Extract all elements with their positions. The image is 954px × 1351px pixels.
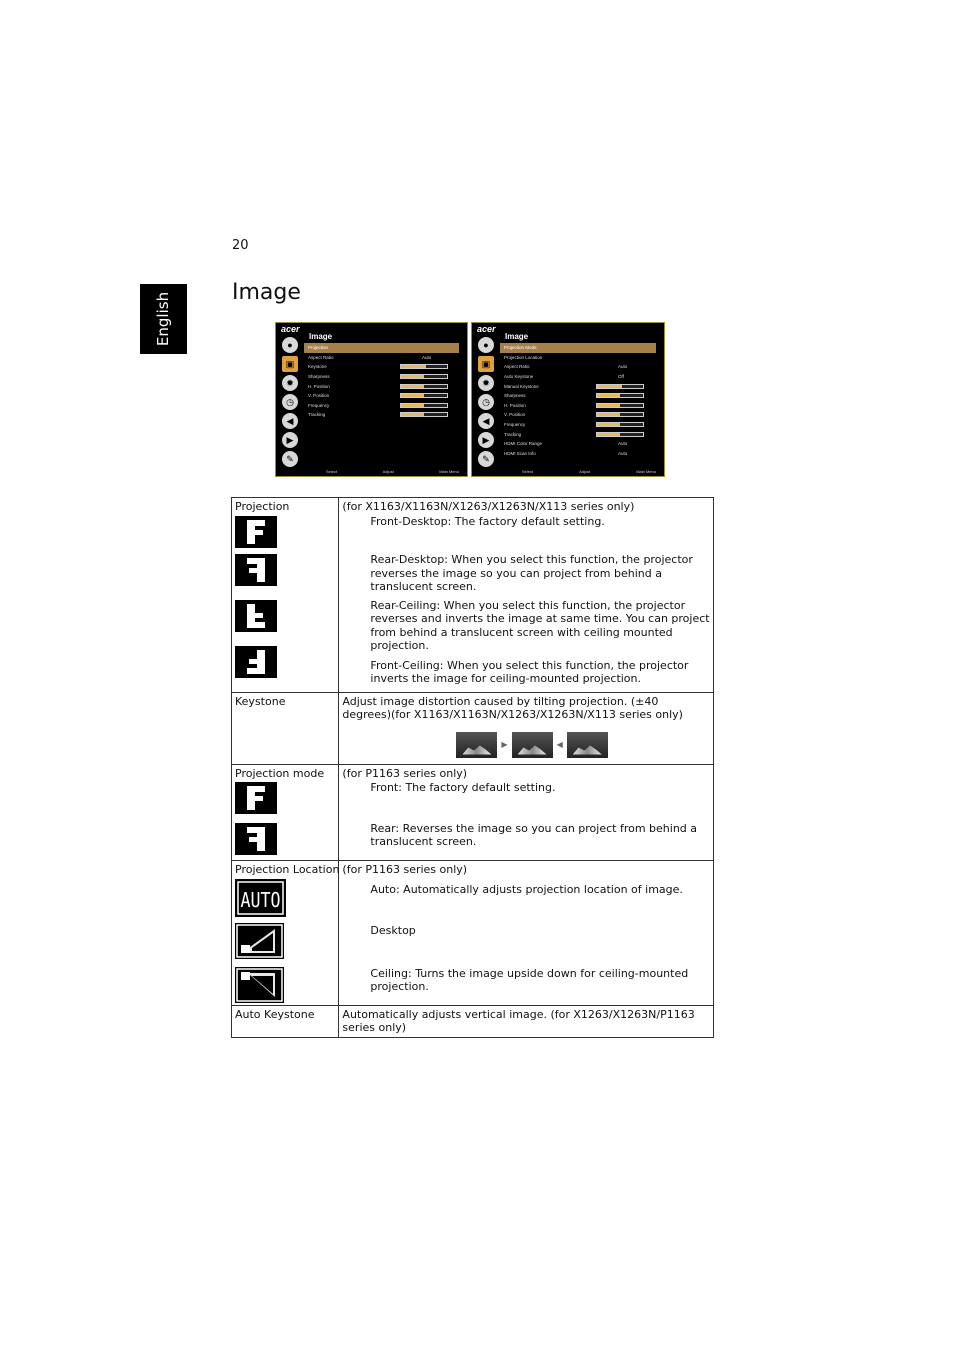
arrow-left-icon: ◀ [556, 739, 563, 749]
osd-heading: Image [309, 332, 333, 341]
color-palette-icon: ● [478, 337, 494, 353]
page-number: 20 [232, 238, 249, 253]
language-icon: ✎ [282, 451, 298, 467]
osd-row-label: Projection [308, 345, 329, 351]
3d-icon: ▶ [282, 432, 298, 448]
projection-location-note: (for P1163 series only) [342, 863, 468, 876]
osd-rows [500, 343, 656, 458]
osd-slider-bar[interactable] [400, 412, 448, 417]
osd-slider-fill [401, 385, 424, 388]
keystone-image-2 [512, 732, 553, 758]
language-tab-label: English [154, 291, 173, 347]
keystone-images [456, 732, 710, 758]
osd-row[interactable] [304, 381, 459, 391]
osd-row-label: V. Position [504, 412, 526, 418]
front-desktop-icon [235, 516, 277, 548]
projection-mode-key-label: Projection mode [235, 766, 325, 780]
osd-row-label: HDMI Color Range [504, 441, 543, 447]
osd-menu-icons [476, 337, 496, 470]
osd-rows [304, 343, 459, 420]
osd-heading: Image [505, 332, 529, 341]
auto-keystone-key-label: Auto Keystone [232, 1005, 339, 1037]
rear-text: Rear: Reverses the image so you can project from behind a translucent screen. [370, 821, 698, 848]
arrow-right-icon: ▶ [501, 739, 508, 749]
footer-adjust: Adjust [382, 469, 394, 474]
osd-row[interactable] [304, 362, 459, 372]
row-key [232, 764, 339, 861]
osd-row-value: Auto [618, 441, 628, 447]
osd-row[interactable] [500, 372, 656, 382]
row-value [339, 692, 714, 764]
auto-location-text: Auto: Automatically adjusts projection location of image. [370, 882, 683, 896]
osd-slider-bar[interactable] [400, 384, 448, 389]
front-desktop-text: Front-Desktop: The factory default setting. [370, 514, 605, 528]
osd-row[interactable] [500, 353, 656, 363]
front-text: Front: The factory default setting. [370, 781, 556, 794]
osd-row-label: Auto Keystone [504, 374, 534, 380]
osd-slider-bar[interactable] [596, 403, 644, 408]
row-key [232, 861, 339, 1006]
front-ceiling-icon [235, 646, 277, 678]
osd-row[interactable] [500, 343, 656, 353]
osd-slider-fill [597, 413, 620, 416]
osd-row[interactable] [304, 353, 459, 363]
osd-slider-fill [401, 375, 424, 378]
osd-row-label: Projection Mode [504, 345, 537, 351]
osd-slider-bar[interactable] [400, 364, 448, 369]
auto-keystone-text: Automatically adjusts vertical image. (for X1263/X1263N/P1163 series only) [339, 1005, 714, 1037]
acer-logo: acer [281, 324, 300, 334]
table-row [232, 861, 714, 1006]
projection-location-key-label: Projection Location [235, 863, 340, 876]
osd-row-value: Auto [618, 364, 628, 370]
ceiling-location-text: Ceiling: Turns the image upside down for ceiling-mounted projection. [370, 966, 689, 993]
osd-row-label: Aspect Ratio [504, 364, 530, 370]
footer-adjust: Adjust [579, 469, 591, 474]
osd-row[interactable] [500, 439, 656, 449]
row-key [232, 498, 339, 693]
front-icon [235, 782, 277, 814]
osd-row-value: Auto [618, 450, 628, 456]
osd-row-label: Aspect Ratio [308, 354, 334, 360]
osd-row[interactable] [500, 420, 656, 430]
projection-key-label: Projection [235, 500, 290, 513]
osd-row[interactable] [500, 410, 656, 420]
osd-slider-fill [401, 365, 426, 368]
osd-slider-bar[interactable] [596, 384, 644, 389]
image-icon: ▣ [282, 356, 298, 372]
gear-icon: ✹ [282, 375, 298, 391]
projection-note: (for X1163/X1163N/X1263/X1263N/X113 series only) [342, 500, 635, 513]
ceiling-location-icon [235, 967, 284, 1003]
osd-slider-bar[interactable] [596, 432, 644, 437]
image-icon: ▣ [478, 356, 494, 372]
keystone-image-3 [567, 732, 608, 758]
desktop-location-icon [235, 923, 284, 959]
rear-ceiling-icon [235, 600, 277, 632]
front-ceiling-text: Front-Ceiling: When you select this function, the projector inverts the image for ceiling-mounted projection. [370, 658, 689, 685]
osd-footer [326, 469, 459, 474]
osd-row[interactable] [304, 391, 459, 401]
osd-row-value: Off [618, 374, 624, 380]
osd-slider-bar[interactable] [596, 412, 644, 417]
rear-desktop-icon [235, 554, 277, 586]
osd-row[interactable] [500, 362, 656, 372]
keystone-text: Adjust image distortion caused by tilting projection. (±40 degrees)(for X1163/X1163N/X1263/X1263N/X113 series only) [342, 694, 683, 721]
language-tab [140, 284, 187, 354]
osd-row[interactable] [304, 410, 459, 420]
osd-row-value: Auto [422, 354, 432, 360]
osd-slider-bar[interactable] [400, 393, 448, 398]
osd-row-label: V. Position [308, 393, 330, 399]
language-icon: ✎ [478, 451, 494, 467]
3d-icon: ▶ [478, 432, 494, 448]
osd-row[interactable] [304, 372, 459, 382]
osd-footer [522, 469, 656, 474]
osd-slider-bar[interactable] [400, 403, 448, 408]
footer-select: Select [522, 469, 534, 474]
table-row [232, 764, 714, 861]
osd-slider-bar[interactable] [400, 374, 448, 379]
osd-slider-fill [597, 433, 620, 436]
osd-row[interactable] [304, 343, 459, 353]
osd-row[interactable] [500, 449, 656, 459]
osd-row-label: Tracking [504, 431, 522, 437]
osd-slider-fill [597, 404, 620, 407]
osd-screenshot-left [275, 322, 468, 477]
table-row [232, 498, 714, 693]
footer-main-menu: Main Menu [636, 469, 656, 474]
osd-row[interactable] [500, 391, 656, 401]
row-value [339, 861, 714, 1006]
osd-slider-fill [597, 394, 620, 397]
row-value [339, 764, 714, 861]
osd-slider-fill [597, 385, 622, 388]
gear-icon: ✹ [478, 375, 494, 391]
osd-slider-fill [401, 404, 424, 407]
image-settings-table [231, 497, 714, 1038]
osd-row-label: Frequency [504, 422, 526, 428]
osd-row-label: Sharpness [504, 393, 526, 399]
projection-mode-note: (for P1163 series only) [342, 766, 468, 780]
table-row [232, 1005, 714, 1037]
osd-row-label: H. Position [308, 383, 330, 389]
osd-row[interactable] [500, 401, 656, 411]
osd-slider-fill [401, 394, 424, 397]
auto-icon-text: AUTO [240, 887, 281, 912]
osd-row-label: Keystone [308, 364, 327, 370]
audio-icon: ◀ [282, 413, 298, 429]
rear-icon [235, 823, 277, 855]
auto-location-icon [235, 879, 286, 917]
color-palette-icon: ● [282, 337, 298, 353]
footer-main-menu: Main Menu [439, 469, 459, 474]
osd-row-label: Projection Location [504, 354, 543, 360]
osd-row-label: HDMI Scan Info [504, 450, 536, 456]
osd-row-label: Frequency [308, 402, 330, 408]
timer-icon: ◷ [282, 394, 298, 410]
osd-row-label: Sharpness [308, 374, 330, 380]
osd-row-label: Manual Keystone [504, 383, 539, 389]
rear-ceiling-text: Rear-Ceiling: When you select this function, the projector reverses and inverts the image at same time. You can project from behind a translucent screen with ceiling mounted projection. [370, 598, 710, 652]
section-title: Image [232, 280, 301, 305]
osd-slider-bar[interactable] [596, 422, 644, 427]
osd-row[interactable] [304, 401, 459, 411]
osd-row[interactable] [500, 381, 656, 391]
osd-slider-fill [401, 413, 424, 416]
timer-icon: ◷ [478, 394, 494, 410]
audio-icon: ◀ [478, 413, 494, 429]
footer-select: Select [326, 469, 338, 474]
osd-menu-icons [280, 337, 300, 470]
osd-row-label: Tracking [308, 412, 326, 418]
osd-row-label: H. Position [504, 402, 526, 408]
keystone-image-1 [456, 732, 497, 758]
keystone-key-label: Keystone [232, 692, 339, 764]
acer-logo: acer [477, 324, 496, 334]
rear-desktop-text: Rear-Desktop: When you select this function, the projector reverses the image so you can project from behind a translucent screen. [370, 553, 693, 593]
osd-row[interactable] [500, 429, 656, 439]
osd-screenshot-right [471, 322, 665, 477]
row-value [339, 498, 714, 693]
desktop-location-text: Desktop [370, 924, 416, 937]
osd-slider-bar[interactable] [596, 393, 644, 398]
table-row [232, 692, 714, 764]
osd-slider-fill [597, 423, 620, 426]
